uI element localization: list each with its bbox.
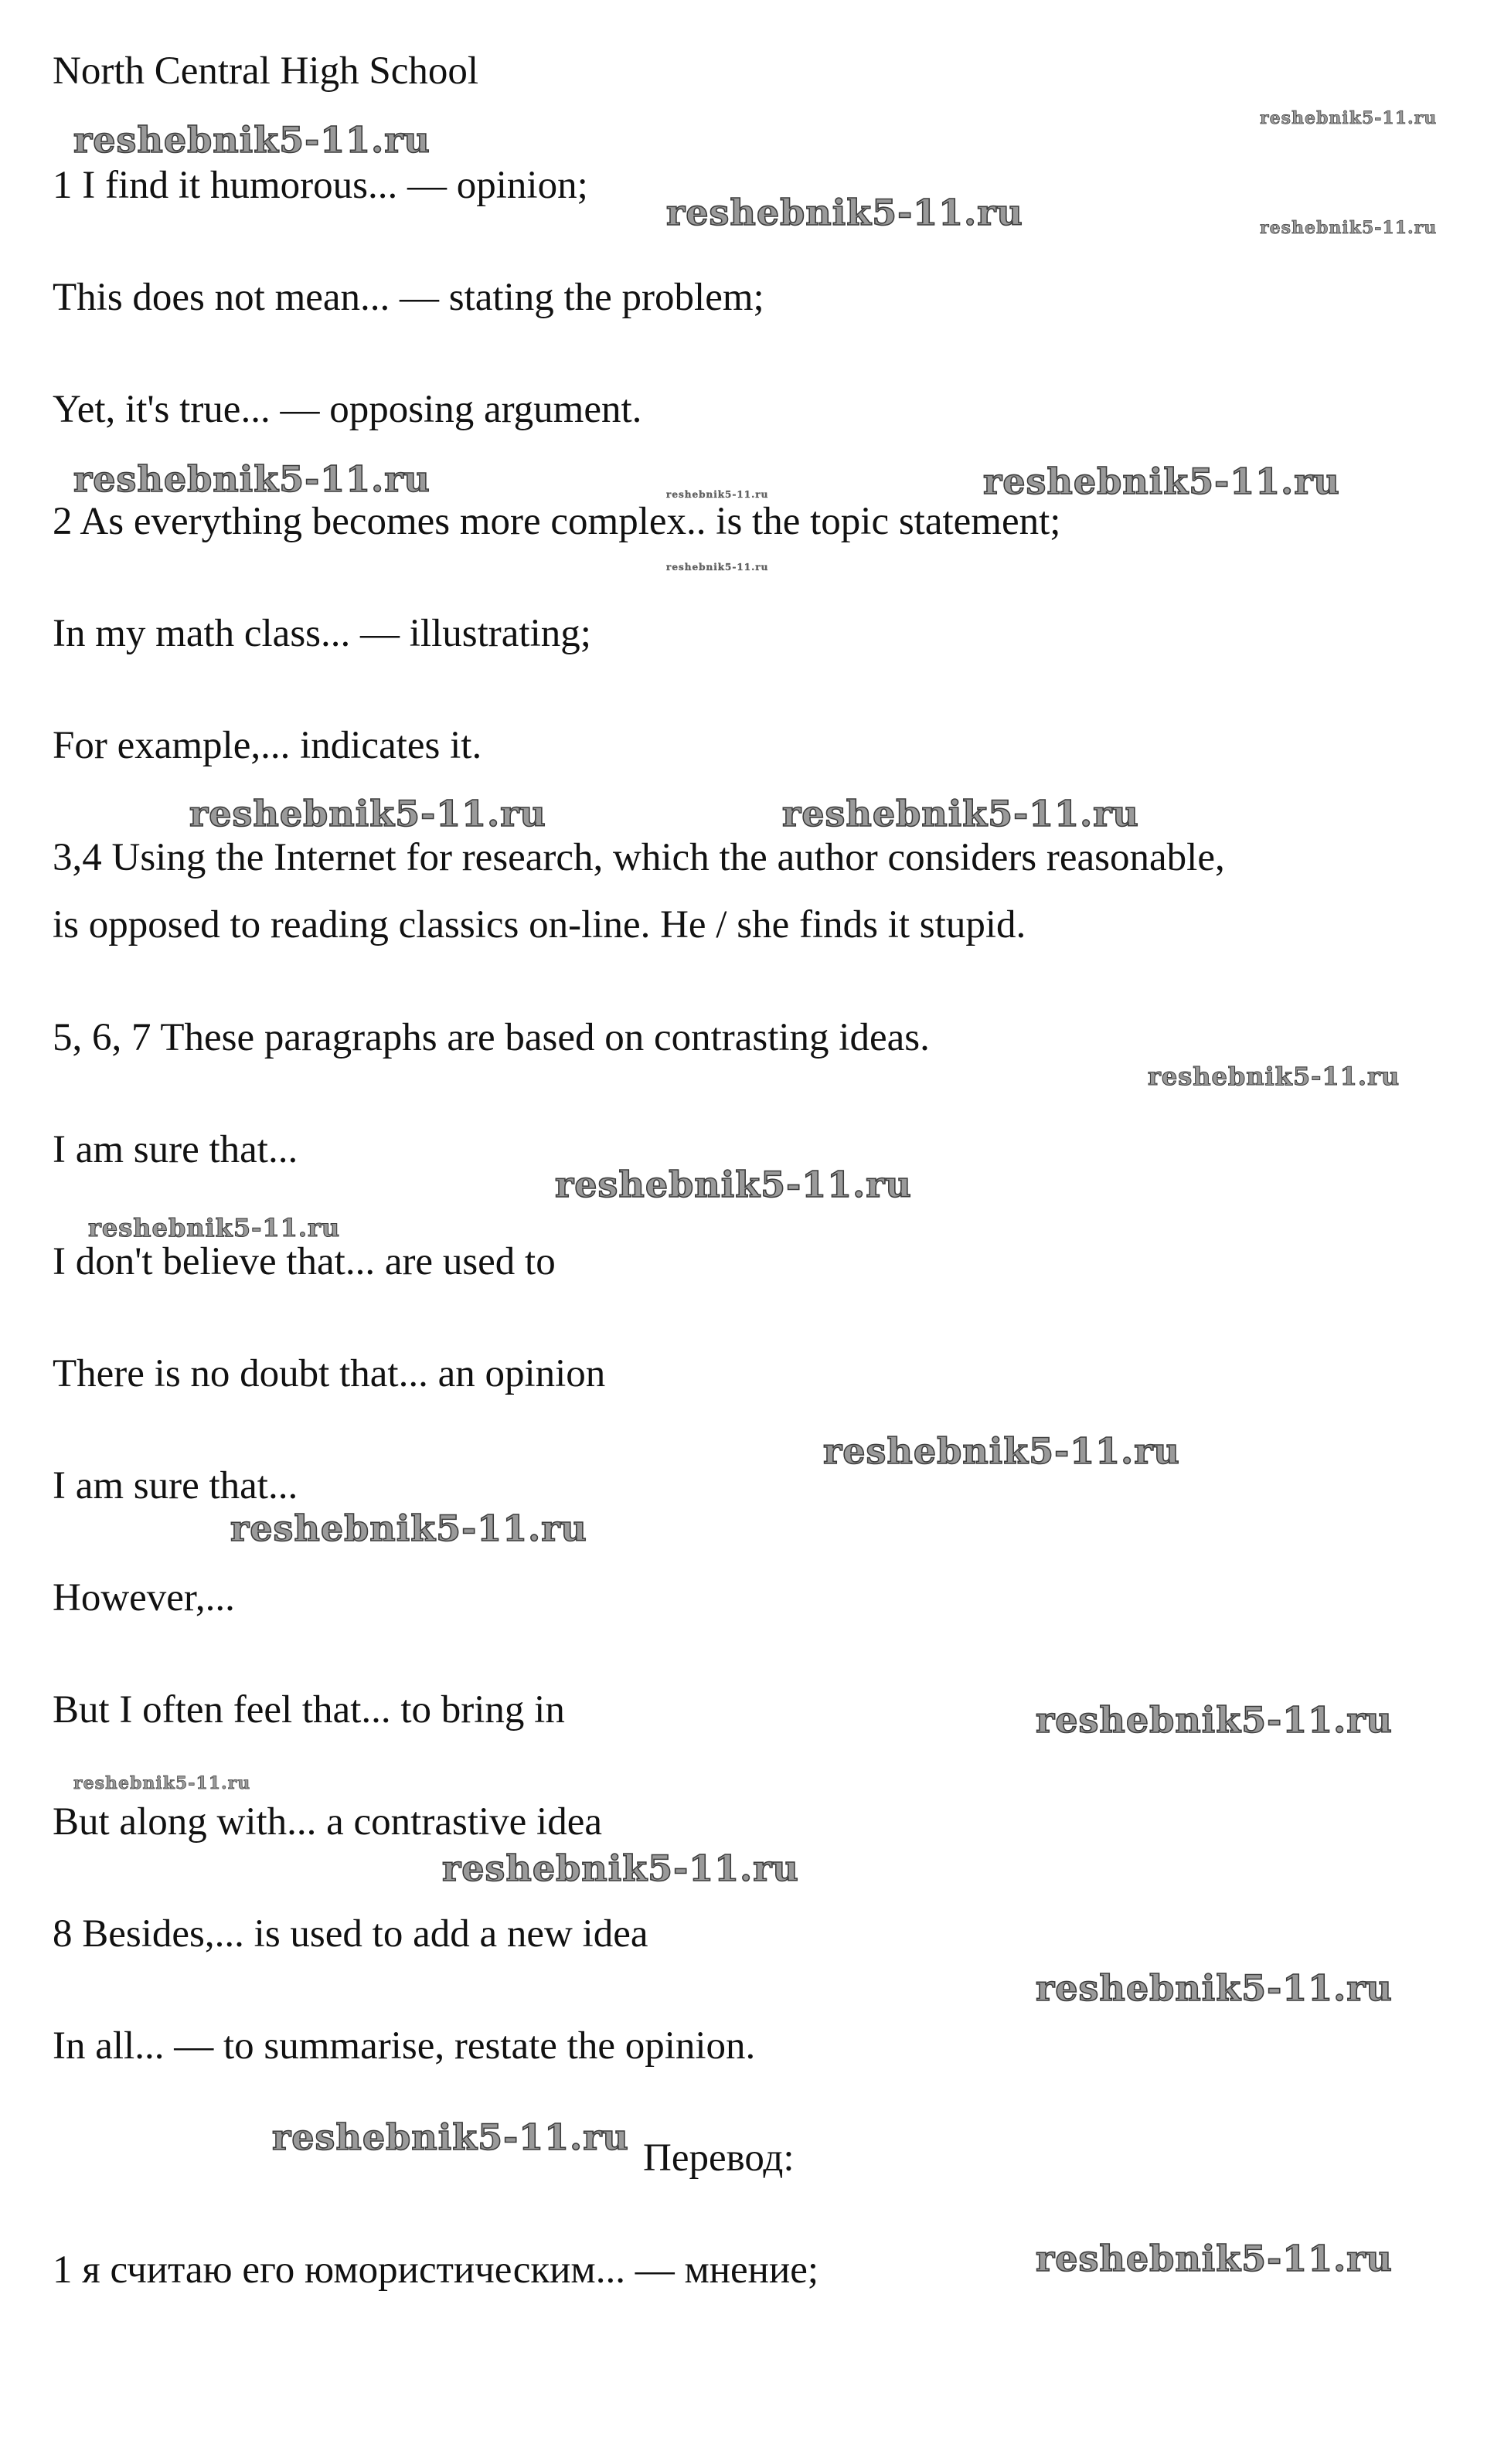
text-line: But I often feel that... to bring in <box>53 1688 565 1732</box>
text-line: This does not mean... — stating the problem; <box>53 276 764 319</box>
text-line: 5, 6, 7 These paragraphs are based on contrasting ideas. <box>53 1016 930 1059</box>
text-line: I don't believe that... are used to <box>53 1240 556 1283</box>
watermark: reshebnik5-11.ru <box>555 1164 912 1205</box>
watermark: reshebnik5-11.ru <box>230 1507 587 1549</box>
text-line: But along with... a contrastive idea <box>53 1800 602 1844</box>
text-line: There is no doubt that... an opinion <box>53 1352 606 1395</box>
text-line: 1 I find it humorous... — opinion; <box>53 164 588 207</box>
text-line: For example,... indicates it. <box>53 724 482 767</box>
text-line: Yet, it's true... — opposing argument. <box>53 388 642 431</box>
watermark: reshebnik5-11.ru <box>1260 108 1438 128</box>
watermark: reshebnik5-11.ru <box>1036 1699 1393 1741</box>
watermark: reshebnik5-11.ru <box>1036 2238 1393 2279</box>
text-line: 2 As everything becomes more complex.. is the topic statement; <box>53 500 1061 543</box>
watermark: reshebnik5-11.ru <box>666 489 769 500</box>
watermark: reshebnik5-11.ru <box>1036 1967 1393 2009</box>
watermark: reshebnik5-11.ru <box>88 1213 341 1242</box>
text-line: 8 Besides,... is used to add a new idea <box>53 1912 648 1956</box>
text-line: However,... <box>53 1576 235 1619</box>
translation-line: 1 я считаю его юмористическим... — мнение; <box>53 2248 819 2292</box>
text-line: is opposed to reading classics on-line. He / she finds it stupid. <box>53 903 1026 947</box>
watermark: reshebnik5-11.ru <box>189 793 546 834</box>
watermark: reshebnik5-11.ru <box>73 1773 251 1793</box>
watermark: reshebnik5-11.ru <box>73 458 430 500</box>
text-line: I am sure that... <box>53 1128 298 1171</box>
text-line: 3,4 Using the Internet for research, which the author considers reasonable, <box>53 836 1225 879</box>
document-heading: North Central High School <box>53 49 479 93</box>
watermark: reshebnik5-11.ru <box>666 192 1023 233</box>
watermark: reshebnik5-11.ru <box>782 793 1139 834</box>
watermark: reshebnik5-11.ru <box>1260 218 1438 238</box>
watermark: reshebnik5-11.ru <box>666 562 769 573</box>
watermark: reshebnik5-11.ru <box>73 119 430 161</box>
text-line: In my math class... — illustrating; <box>53 612 591 655</box>
watermark: reshebnik5-11.ru <box>983 461 1340 502</box>
watermark: reshebnik5-11.ru <box>823 1430 1180 1472</box>
watermark: reshebnik5-11.ru <box>442 1847 799 1889</box>
watermark: reshebnik5-11.ru <box>1148 1062 1400 1091</box>
text-line: In all... — to summarise, restate the opinion. <box>53 2024 756 2068</box>
text-line: I am sure that... <box>53 1464 298 1507</box>
translation-heading: Перевод: <box>643 2136 795 2180</box>
watermark: reshebnik5-11.ru <box>272 2116 629 2158</box>
